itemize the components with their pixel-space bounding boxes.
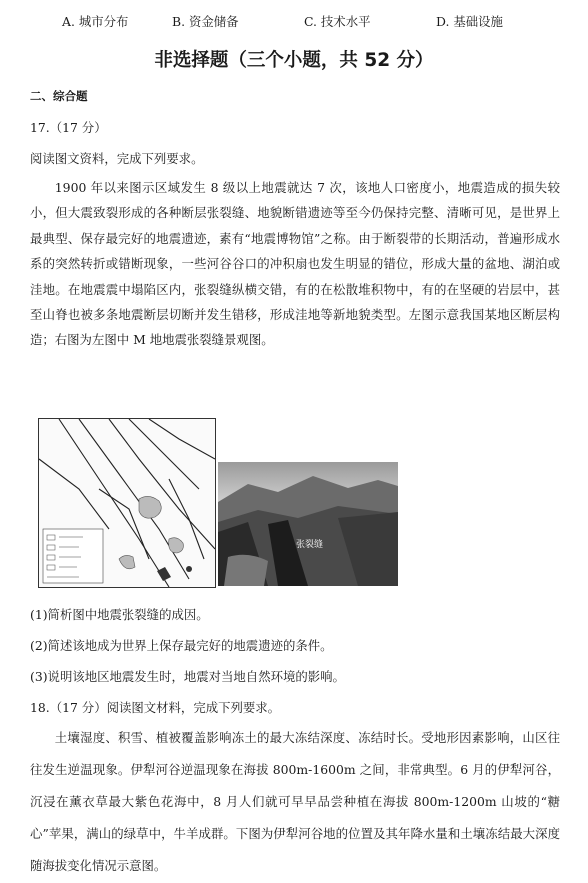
q17-figure <box>38 418 398 586</box>
q17-passage: 1900 年以来图示区域发生 8 级以上地震就达 7 次，该地人口密度小，地震造成的损失较小，但大震致裂形成的各种断层张裂缝、地貌断错遗迹等至今仍保持完整、清晰可见，是世界上最典型、保存最完好的地震遗迹，素有“地震博物馆”之称。由于断裂带的长期活动，普遍形成水系的突然转折或错断现象，一些河谷谷口的冲积扇也发生明显的错位，形成大量的盆地、湖泊或洼地。在地震震中塌陷区内，张裂缝纵横交错，有的在松散堆积物中，有的在坚硬的岩层中，甚至山脊也被多条地震断层切断并发生错移，形成洼地等新地貌类型。左图示意我国某地区断层构造；右图为左图中 M 地地震张裂缝景观图。 <box>30 180 560 348</box>
q18-passage: 土壤湿度、积雪、植被覆盖影响冻土的最大冻结深度、冻结时长。受地形因素影响，山区往往发生逆温现象。伊犁河谷逆温现象在海拔 800m-1600m 之间，非常典型。6 月的伊犁河谷，沉浸在薰衣草最大紫色花海中，8 月人们就可早早品尝种植在海拔 800m-1200m 山坡的“糖心”苹果，满山的绿草中，牛羊成群。下图为伊犁河谷地的位置及其年降水量和土壤冻结最大深度随海拔变化情况示意图。 <box>30 730 560 873</box>
fault-structure-map <box>38 418 216 588</box>
photo-label-fissure: 张裂缝 <box>296 540 324 550</box>
section-title: 非选择题（三个小题，共 52 分） <box>154 50 434 71</box>
part-heading: 二、综合题 <box>30 89 88 103</box>
option-d: D. 基础设施 <box>436 14 503 29</box>
q17-number: 17.（17 分） <box>30 120 107 135</box>
option-c: C. 技术水平 <box>304 14 371 29</box>
q17-question-3: (3)说明该地区地震发生时，地震对当地自然环境的影响。 <box>30 669 345 684</box>
q17-instruction: 阅读图文资料，完成下列要求。 <box>30 151 204 166</box>
q17-question-2: (2)简述该地成为世界上保存最完好的地震遗迹的条件。 <box>30 638 333 653</box>
q18-heading: 18.（17 分）阅读图文材料，完成下列要求。 <box>30 700 281 715</box>
fissure-landscape-photo <box>218 462 398 586</box>
option-b: B. 资金储备 <box>172 14 239 29</box>
answer-options <box>0 12 588 32</box>
option-a: A. 城市分布 <box>62 14 129 29</box>
q17-question-1: (1)简析图中地震张裂缝的成因。 <box>30 607 209 622</box>
